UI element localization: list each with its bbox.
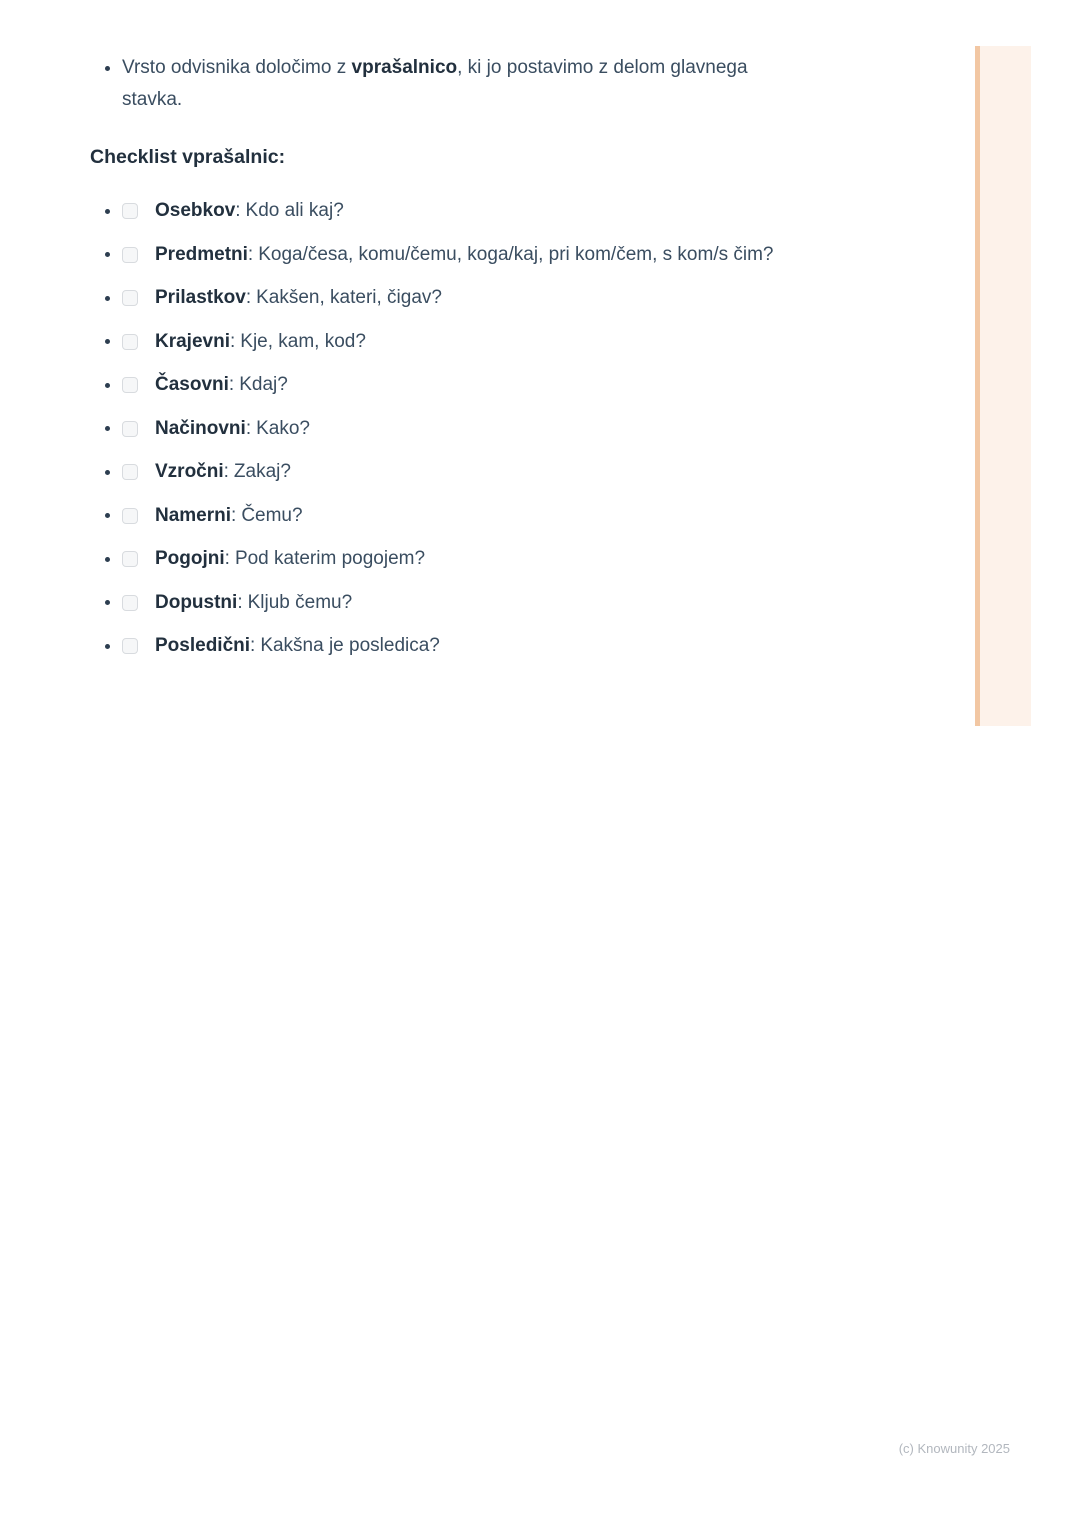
checkbox[interactable]: [122, 638, 138, 654]
checklist-item-separator: :: [228, 374, 235, 395]
checklist-item-question: Koga/česa, komu/čemu, koga/kaj, pri kom/čem, s kom/s čim?: [258, 243, 774, 265]
checklist-item-separator: :: [229, 330, 236, 352]
intro-text: [122, 52, 780, 116]
bullet-dot-icon: [105, 470, 110, 475]
intro-text-post: , ki jo postavimo z delom glavnega stavka.: [122, 57, 748, 110]
checkbox[interactable]: [122, 595, 138, 611]
checkbox[interactable]: [122, 508, 138, 524]
checklist-item-question: Kje, kam, kod?: [240, 330, 366, 352]
checklist-item-label: Pogojni: [155, 548, 225, 569]
intro-text-bold: vprašalnico: [351, 57, 458, 78]
intro-bullet-item: [90, 52, 780, 116]
bullet-dot-icon: [105, 383, 110, 388]
checklist-row: [90, 416, 780, 442]
checkbox[interactable]: [122, 203, 138, 219]
checkbox[interactable]: [122, 464, 138, 480]
checklist-item-separator: :: [245, 287, 252, 308]
checklist-item-question: Čemu?: [241, 504, 303, 526]
checkbox[interactable]: [122, 421, 138, 437]
checklist-row: [90, 590, 780, 616]
checklist-row: [90, 459, 780, 485]
checklist-item-question: Zakaj?: [233, 461, 291, 482]
checklist-item-label: Namerni: [155, 504, 232, 526]
checklist-item-label: Osebkov: [155, 200, 236, 221]
accent-bar: [975, 46, 1031, 726]
bullet-dot-icon: [105, 600, 110, 605]
checklist-row: [90, 546, 780, 572]
checklist-row: [90, 329, 780, 355]
checkbox[interactable]: [122, 334, 138, 350]
checklist: [90, 198, 780, 659]
checklist-item-label: Posledični: [155, 635, 251, 656]
footer-credit: (c) Knowunity 2025: [898, 1441, 1010, 1456]
checklist-item-label: Predmetni: [155, 243, 248, 265]
checklist-item-separator: :: [250, 635, 256, 656]
checkbox[interactable]: [122, 247, 138, 263]
bullet-dot-icon: [105, 209, 110, 214]
checklist-row: [90, 372, 780, 398]
checklist-row: [90, 242, 780, 268]
intro-text-pre: Vrsto odvisnika določimo z: [122, 57, 352, 78]
checklist-item-separator: :: [245, 417, 252, 439]
checklist-item-separator: :: [223, 461, 229, 482]
checklist-row: [90, 285, 780, 311]
checklist-item-question: Kakšna je posledica?: [260, 635, 440, 656]
bullet-dot-icon: [105, 339, 110, 344]
bullet-dot-icon: [105, 426, 110, 431]
checklist-item-separator: :: [235, 200, 241, 221]
checklist-row: [90, 503, 780, 529]
checklist-item-separator: :: [247, 243, 254, 265]
bullet-dot-icon: [105, 66, 110, 71]
checklist-item-label: Dopustni: [155, 591, 238, 613]
checklist-row: [90, 633, 780, 659]
bullet-dot-icon: [105, 513, 110, 518]
bullet-dot-icon: [105, 252, 110, 257]
bullet-dot-icon: [105, 644, 110, 649]
checklist-item-question: Kako?: [256, 417, 310, 439]
bullet-dot-icon: [105, 557, 110, 562]
checklist-item-question: Kdo ali kaj?: [245, 200, 344, 221]
checklist-heading: Checklist vprašalnic:: [90, 146, 286, 168]
checklist-item-separator: :: [237, 591, 243, 613]
checkbox[interactable]: [122, 377, 138, 393]
checklist-item-question: Kakšen, kateri, čigav?: [256, 287, 442, 308]
content-area: [90, 52, 780, 677]
checklist-item-label: Krajevni: [155, 330, 230, 352]
accent-bar-fill: [980, 46, 1031, 726]
checklist-item-question: Kdaj?: [239, 374, 288, 395]
checkbox[interactable]: [122, 290, 138, 306]
checkbox[interactable]: [122, 551, 138, 567]
checklist-item-separator: :: [224, 548, 230, 569]
bullet-dot-icon: [105, 296, 110, 301]
checklist-item-label: Vzročni: [155, 461, 224, 482]
checklist-item-question: Kljub čemu?: [247, 591, 353, 613]
checklist-item-separator: :: [231, 504, 237, 526]
checklist-item-question: Pod katerim pogojem?: [234, 548, 426, 569]
checklist-item-label: Prilastkov: [155, 287, 246, 308]
checklist-item-label: Načinovni: [155, 417, 246, 439]
checklist-item-label: Časovni: [155, 374, 229, 395]
checklist-row: [90, 198, 780, 224]
